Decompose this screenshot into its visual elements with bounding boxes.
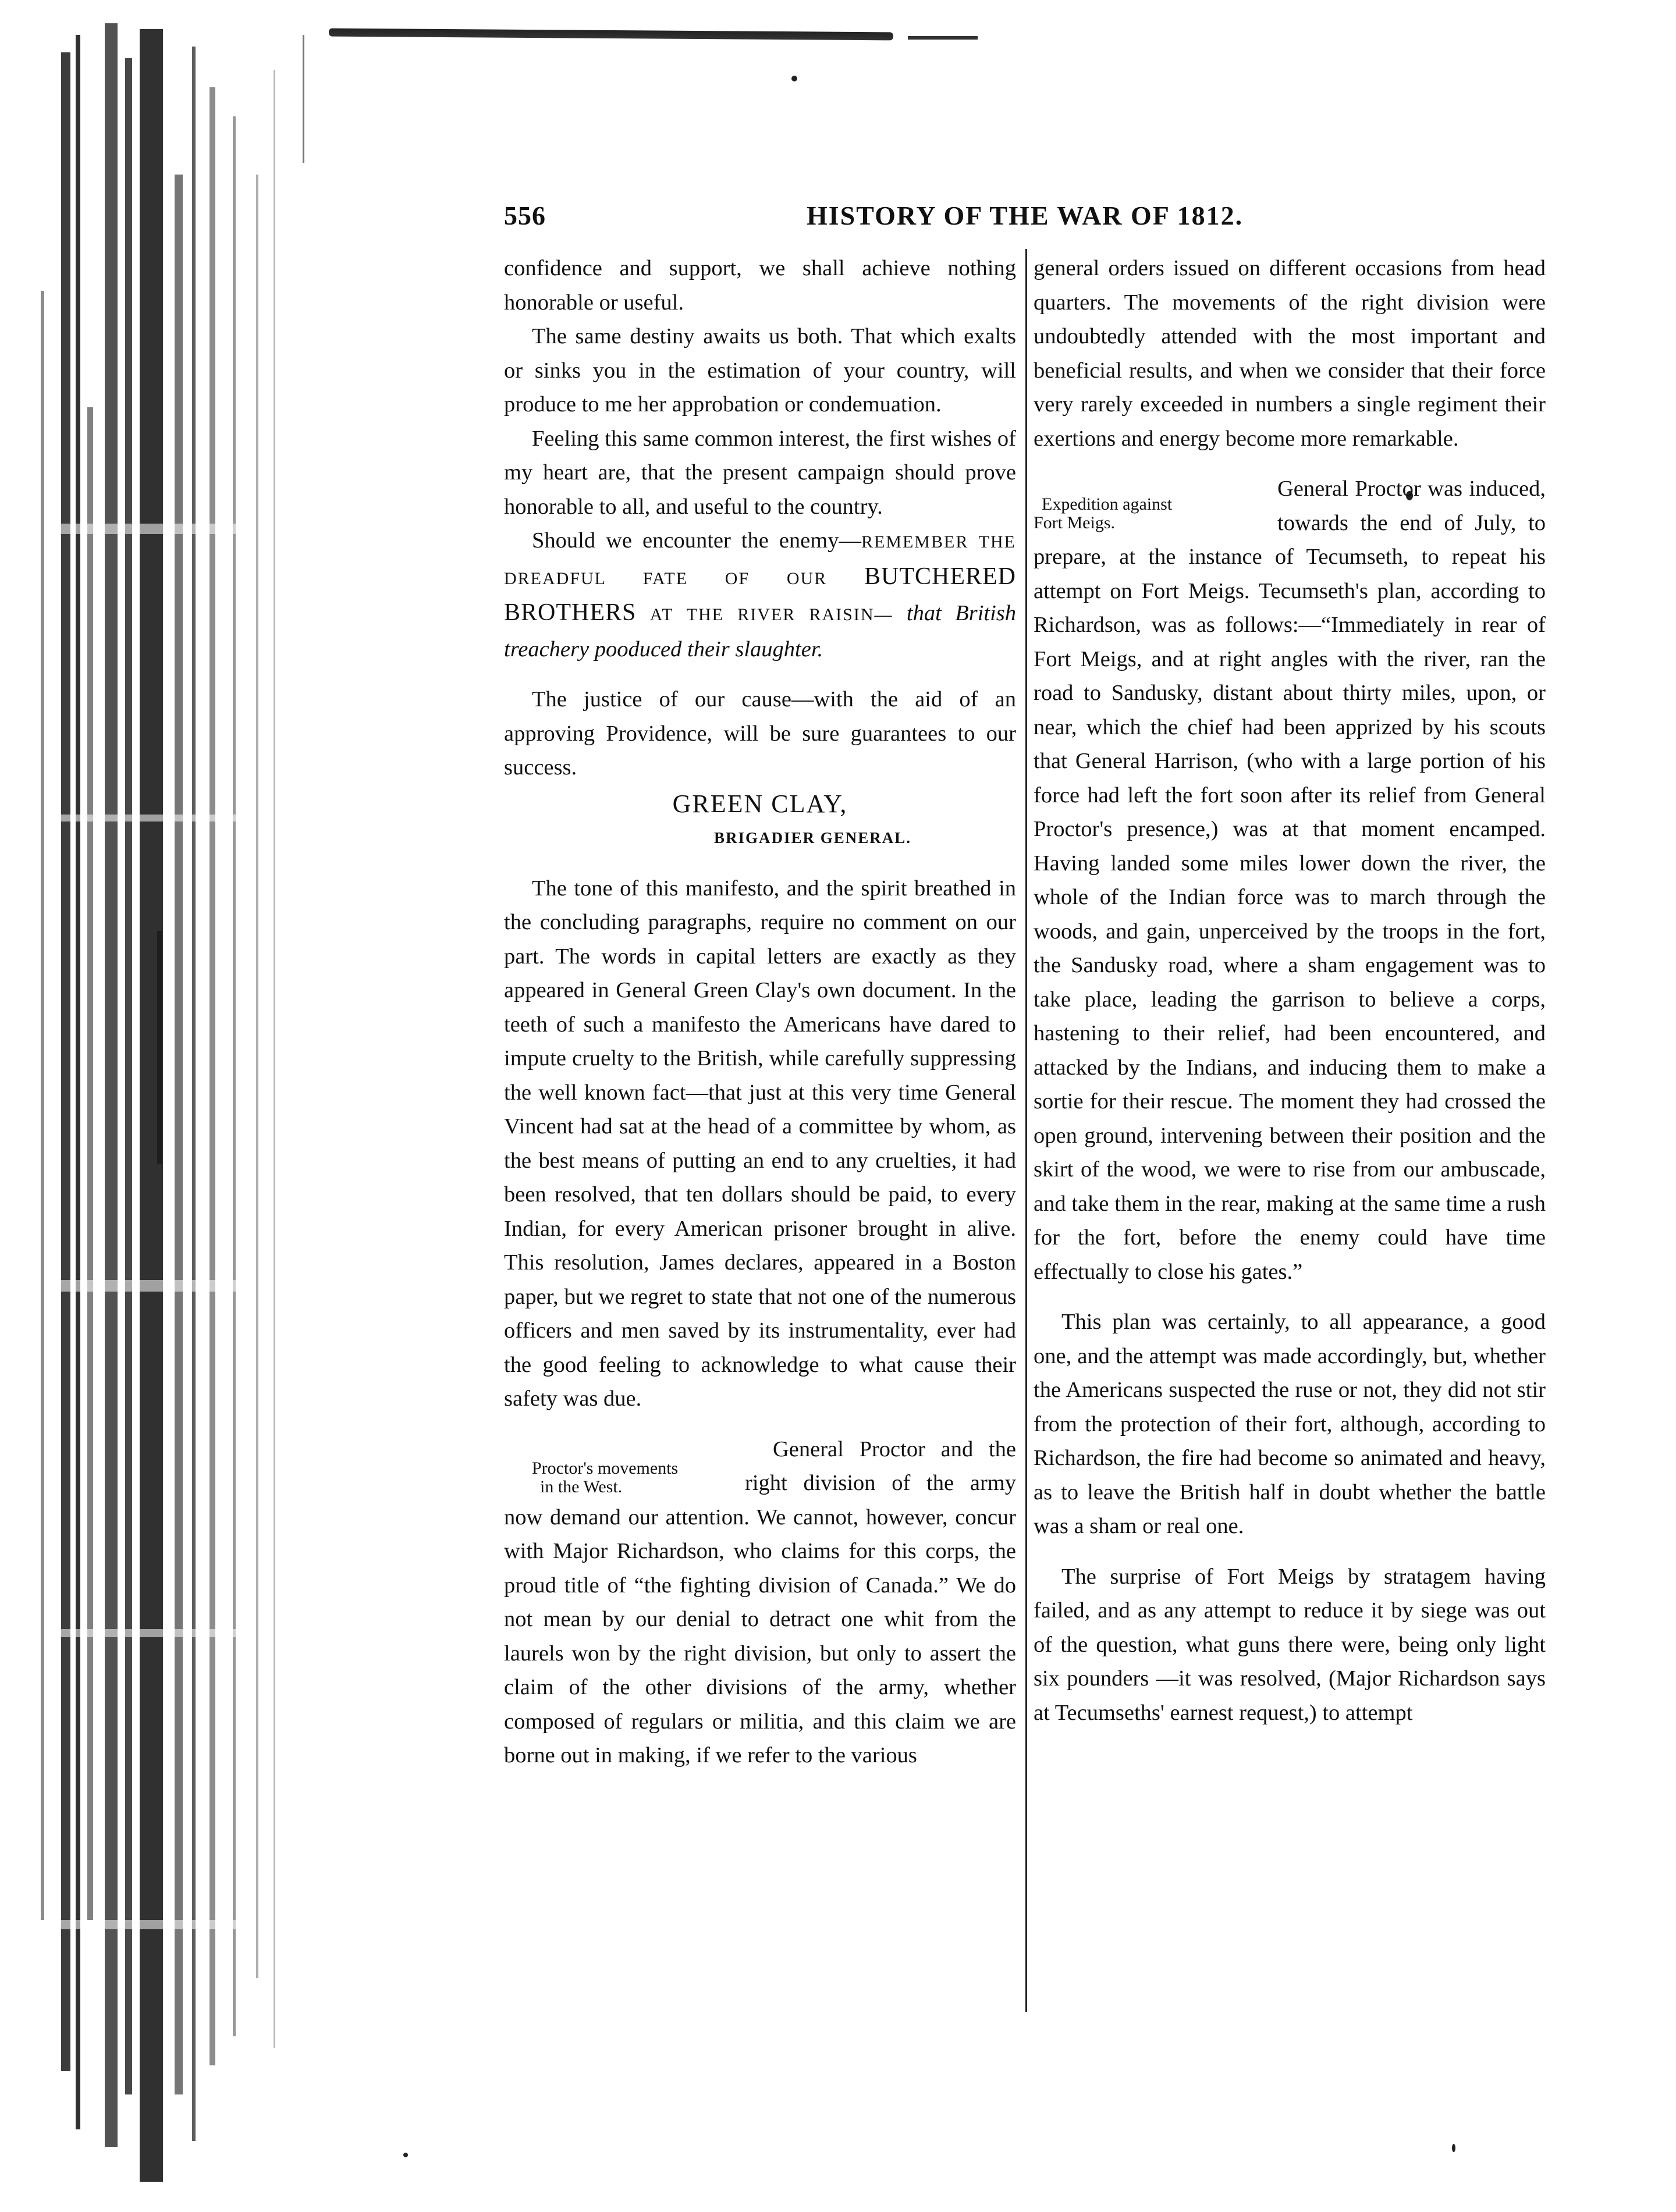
side-note-line: in the West.: [540, 1477, 623, 1496]
capitals-run: AT THE RIVER RAISIN—: [649, 605, 893, 624]
paragraph: This plan was certainly, to all appearance, a good one, and the attempt was made accordingly, but, whether the Americans suspected the ruse or not, they did not stir from the protection of their fort, although, according to Richardson, the fire had become so animated and heavy, as to leave the British half in doubt whether the battle was a sham or real one.: [1034, 1310, 1546, 1538]
paragraph: confidence and support, we shall achieve nothing honorable or useful.: [504, 256, 1016, 315]
page-number: 556: [504, 201, 546, 230]
scan-speck: [403, 2153, 408, 2157]
capitals-run: BUTCHERED BROTHERS: [504, 563, 1017, 626]
paragraph: [504, 524, 1016, 666]
page-header: [504, 200, 1546, 237]
side-note-line: Proctor's movements: [532, 1458, 679, 1478]
signature-rank: BRIGADIER GENERAL.: [713, 829, 911, 847]
side-note: [504, 1459, 737, 1496]
top-scan-rule: [329, 29, 893, 41]
side-note: [1034, 495, 1269, 532]
left-column: [504, 251, 1016, 1773]
paragraph: The justice of our cause—with the aid of an approving Providence, will be sure guarantees to our success.: [504, 687, 1016, 780]
top-scan-rule-fragment: [908, 36, 978, 40]
text-run: We cannot, however, concur with Major Richardson, who claims for this corps, the proud title of “the fighting division of Canada.” We do not mean by our denial to detract one whit from the laurels won by the right division, but only to assert the claim of the other divisions of the army, whether composed of regulars or militia, and this claim we are borne out in making, if we refer to the various: [504, 1505, 1016, 1768]
running-title: HISTORY OF THE WAR OF 1812.: [807, 201, 1244, 230]
side-note-line: Expedition against: [1042, 495, 1173, 514]
paragraph: Feeling this same common interest, the first wishes of my heart are, that the present campaign should prove honorable to all, and useful to the country.: [504, 426, 1016, 519]
scanned-binding-edge: [0, 0, 326, 2212]
paragraph: general orders issued on different occasions from head quarters. The movements of the right division were undoubtedly attended with the most important and beneficial results, and when we consider that their force very rarely exceeded in numbers a single regiment their exertions and energy become more remarkable.: [1034, 256, 1546, 451]
text-run: General Proctor was induced, towards the end of July, to prepare, at the instance of Tecumseth, to repeat his attempt on Fort Meigs. Tecumseth's plan, according to Richardson, was as follows:—“Immediately in rear of Fort Meigs, and at right angles with the river, ran the road to Sandusky, distant about thirty miles, upon, or near, which the chief had been apprized by his scouts that General Harrison, (who with a large portion of his force had left the fort soon after its relief from General Proctor's presence,) was at that moment encamped. Having landed some miles lower down the river, the whole of the Indian force was to march through the woods, and gain, unperceived by the troops in the fort, the Sandusky road, where a sham engagement was to take place, leading the garrison to believe a corps, hastening to their relief, had been encountered, and attacked by the Indians, and inducing them to make a sortie for their rescue. The moment they had crossed the open ground, intervening between their position and the skirt of the wood, we were to rise from our ambuscade, and take them in the rear, making at the same time a rush for the fort, before the enemy could have time effectually to close his gates.”: [1034, 476, 1546, 1284]
signature: GREEN CLAY,: [672, 789, 848, 818]
paragraph: [504, 1432, 1016, 1773]
paragraph: The tone of this manifesto, and the spirit breathed in the concluding paragraphs, require no comment on our part. The words in capital letters are exactly as they appeared in General Green Clay's own document. In the teeth of such a manifesto the Americans have dared to impute cruelty to the British, while carefully suppressing the well known fact—that just at this very time General Vincent had sat at the head of a committee by whom, as the best means of putting an end to any cruelties, it had been resolved, that ten dollars should be paid, to every Indian, for every American prisoner brought in alive. This resolution, James declares, appeared in a Boston paper, but we regret to state that not one of the numerous officers and men saved by its instrumentality, ever had the good feeling to acknowledge to what cause their safety was due.: [504, 876, 1016, 1411]
text-run: Should we encounter the enemy—: [532, 528, 861, 553]
paragraph: [1034, 472, 1546, 1289]
side-note-line: Fort Meigs.: [1034, 513, 1116, 532]
paragraph: The surprise of Fort Meigs by stratagem having failed, and as any attempt to reduce it by siege was out of the question, what guns there were, being only light six pounders —it was resolved, (Major Richardson says at Tecumseths' earnest request,) to attempt: [1034, 1564, 1546, 1725]
right-column: [1034, 251, 1546, 1730]
paragraph: The same destiny awaits us both. That which exalts or sinks you in the estimation of your country, will produce to me her approbation or condemuation.: [504, 324, 1016, 417]
scan-speck: [791, 76, 797, 81]
column-divider: [1025, 249, 1027, 2012]
capitals-run: REMEMBER THE DREADFUL FATE OF OUR: [504, 532, 1016, 588]
italic-run: that British treachery pooduced their slaughter.: [504, 601, 1017, 662]
text-run: General Proctor and the right division of the army now demand our attention.: [504, 1436, 1016, 1530]
scan-speck: [1452, 2144, 1455, 2152]
